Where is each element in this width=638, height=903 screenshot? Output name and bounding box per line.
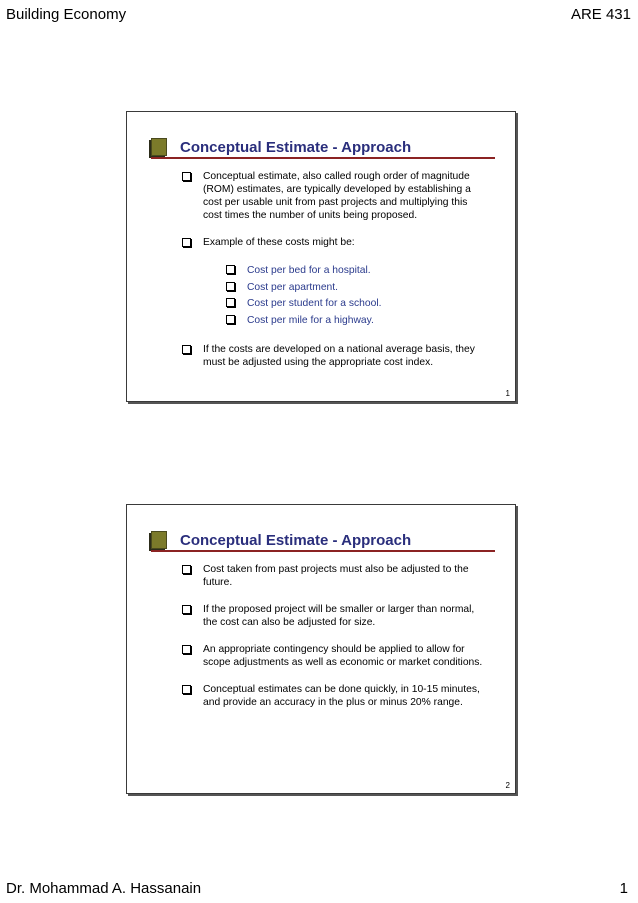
- list-item: [179, 170, 489, 222]
- checkbox-bullet-icon: [182, 345, 191, 354]
- list-item: [179, 563, 489, 589]
- sub-list-item: [223, 263, 489, 280]
- page-number: 1: [619, 880, 628, 897]
- checkbox-bullet-icon: [226, 265, 235, 274]
- list-item: [179, 343, 489, 369]
- bullet-text: Cost taken from past projects must also be adjusted to the future.: [203, 564, 469, 588]
- title-divider: [151, 157, 495, 159]
- bullet-list: [179, 170, 489, 369]
- sub-bullet-text: Cost per bed for a hospital.: [247, 265, 371, 276]
- bullet-text: If the proposed project will be smaller or larger than normal, the cost can also be adjusted for size.: [203, 604, 475, 628]
- header-course-title: Building Economy: [6, 6, 127, 23]
- sub-list-item: [223, 296, 489, 313]
- list-item: [179, 643, 489, 669]
- bullet-text: Conceptual estimate, also called rough order of magnitude (ROM) estimates, are typically developed by establishing a cost per usable unit from past projects and multiplying this cost times the number of units being proposed.: [203, 171, 471, 221]
- slide-number: 2: [505, 781, 510, 790]
- bullet-text: An appropriate contingency should be applied to allow for scope adjustments as well as economic or market conditions.: [203, 644, 483, 668]
- bullet-text: Conceptual estimates can be done quickly, in 10-15 minutes, and provide an accuracy in the plus or minus 20% range.: [203, 684, 480, 708]
- slide-title: Conceptual Estimate - Approach: [180, 139, 412, 156]
- sub-list-item: [223, 280, 489, 297]
- sub-bullet-text: Cost per student for a school.: [247, 298, 382, 309]
- checkbox-bullet-icon: [182, 605, 191, 614]
- slide-title: Conceptual Estimate - Approach: [180, 532, 412, 549]
- checkbox-bullet-icon: [182, 238, 191, 247]
- bullet-text: Example of these costs might be:: [203, 237, 355, 248]
- bullet-text: If the costs are developed on a national average basis, they must be adjusted using the appropriate cost index.: [203, 344, 475, 368]
- title-divider: [151, 550, 495, 552]
- sub-bullet-text: Cost per mile for a highway.: [247, 314, 374, 326]
- slide-logo-icon: [151, 531, 167, 549]
- sub-bullet-list: [223, 263, 489, 329]
- list-item: [179, 683, 489, 709]
- checkbox-bullet-icon: [182, 685, 191, 694]
- slide-number: 1: [505, 389, 510, 398]
- list-item: [179, 236, 489, 329]
- checkbox-bullet-icon: [182, 565, 191, 574]
- checkbox-bullet-icon: [182, 172, 191, 181]
- sub-list-item: [223, 313, 489, 330]
- slide-2: [126, 504, 516, 794]
- checkbox-bullet-icon: [226, 282, 235, 291]
- checkbox-bullet-icon: [226, 298, 235, 307]
- bullet-list: [179, 563, 489, 709]
- slide-1: [126, 111, 516, 402]
- checkbox-bullet-icon: [226, 315, 235, 324]
- footer-author: Dr. Mohammad A. Hassanain: [6, 880, 202, 897]
- sub-bullet-text: Cost per apartment.: [247, 281, 338, 293]
- header-course-code: ARE 431: [570, 6, 631, 23]
- slide-logo-icon: [151, 138, 167, 156]
- list-item: [179, 603, 489, 629]
- checkbox-bullet-icon: [182, 645, 191, 654]
